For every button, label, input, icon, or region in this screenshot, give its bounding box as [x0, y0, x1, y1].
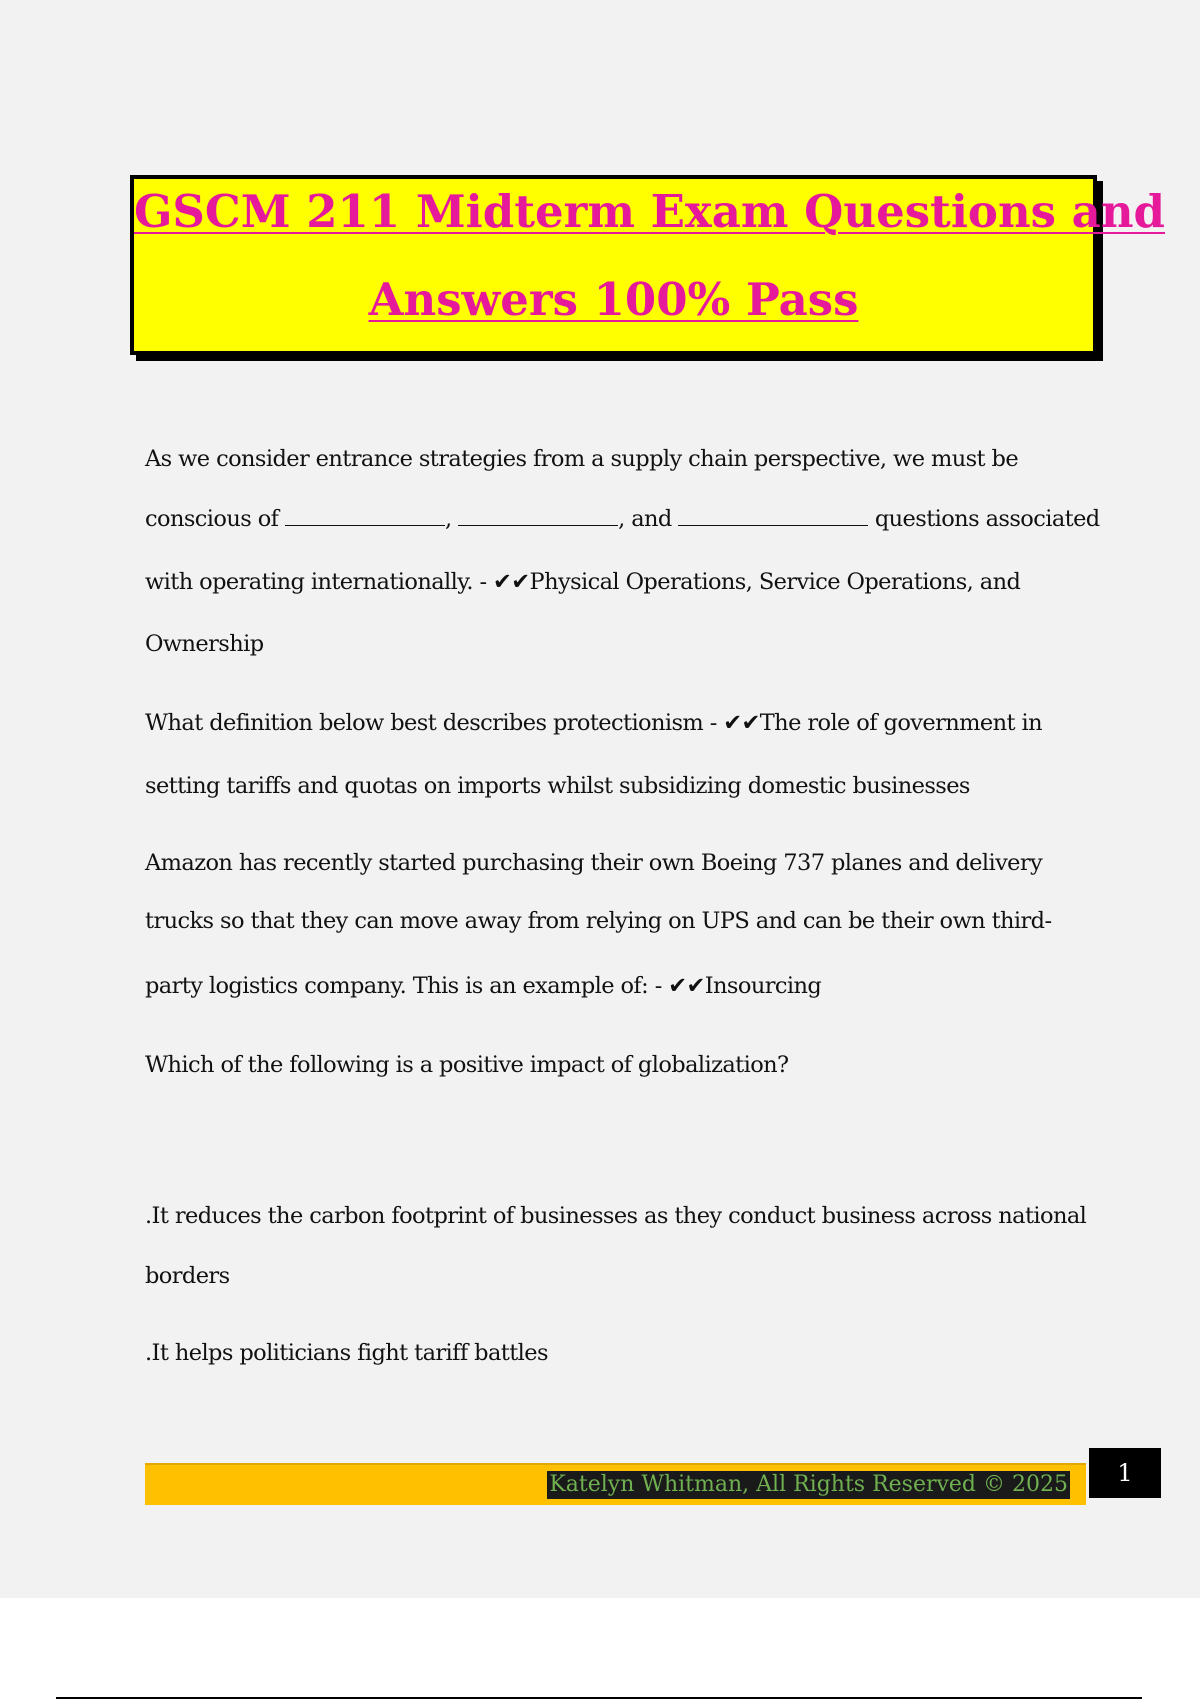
question-1-line-1: As we consider entrance strategies from a supply chain perspective, we must be: [145, 446, 1019, 472]
title-banner: [130, 175, 1166, 355]
answer-option-1-line-2: borders: [145, 1263, 230, 1289]
document-title-line-1: GSCM 211 Midterm Exam Questions and: [134, 185, 1166, 238]
question-3-line-3: party logistics company. This is an example of: - ✔✔Insourcing: [145, 973, 822, 999]
question-4-line-1: Which of the following is a positive impact of globalization?: [145, 1052, 789, 1078]
bottom-divider: [56, 1697, 1142, 1699]
answer-blank-3: [678, 505, 868, 526]
document-title-line-2: Answers 100% Pass: [368, 273, 859, 326]
footer-bar: [145, 1463, 1086, 1505]
question-2-line-1: What definition below best describes protectionism - ✔✔The role of government in: [145, 710, 1042, 736]
question-1-line-2: [145, 504, 1100, 534]
copyright-notice: Katelyn Whitman, All Rights Reserved © 2025: [549, 1472, 1068, 1497]
answer-option-1-line-1: .It reduces the carbon footprint of businesses as they conduct business across national: [145, 1203, 1087, 1229]
answer-blank-1: [285, 505, 445, 526]
blank-separator-1: ,: [444, 506, 452, 532]
question-1-line-4: Ownership: [145, 631, 264, 657]
blank-separator-2: , and: [618, 506, 672, 532]
page-number: 1: [1089, 1448, 1161, 1498]
blank-suffix: questions associated: [874, 506, 1100, 532]
question-2-line-2: setting tariffs and quotas on imports whilst subsidizing domestic businesses: [145, 773, 970, 799]
question-1-line-3: with operating internationally. - ✔✔Physical Operations, Service Operations, and: [145, 569, 1021, 595]
answer-option-2-line-1: .It helps politicians fight tariff battles: [145, 1340, 548, 1366]
question-3-line-2: trucks so that they can move away from relying on UPS and can be their own third-: [145, 908, 1052, 934]
answer-blank-2: [458, 505, 618, 526]
question-3-line-1: Amazon has recently started purchasing their own Boeing 737 planes and delivery: [145, 850, 1043, 876]
blank-prefix: conscious of: [145, 506, 279, 532]
